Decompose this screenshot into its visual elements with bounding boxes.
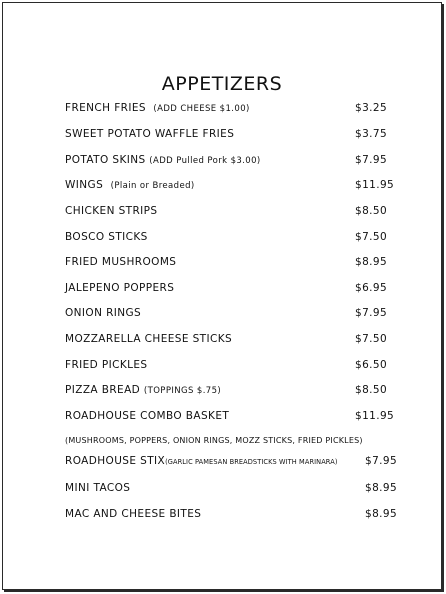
item-name: MAC AND CHEESE BITES	[65, 508, 202, 520]
menu-item	[65, 231, 405, 249]
item-name: POTATO SKINS	[65, 154, 146, 166]
item-price: $8.95	[365, 482, 398, 494]
item-price: $3.75	[355, 128, 388, 140]
menu-item	[65, 508, 405, 526]
item-price: $8.95	[355, 256, 388, 268]
menu-item	[65, 455, 435, 473]
menu-page	[2, 2, 442, 590]
item-price: $6.95	[355, 282, 388, 294]
item-price: $7.95	[355, 307, 388, 319]
menu-item	[65, 102, 405, 120]
item-note: (ADD Pulled Pork $3.00)	[149, 156, 261, 166]
item-price: $6.50	[355, 359, 388, 371]
item-name: FRIED MUSHROOMS	[65, 256, 177, 268]
item-name: WINGS	[65, 179, 104, 191]
item-name: SWEET POTATO WAFFLE FRIES	[65, 128, 235, 140]
menu-item	[65, 205, 405, 223]
menu-item	[65, 384, 405, 402]
menu-item	[65, 179, 405, 197]
item-price: $11.95	[355, 410, 395, 422]
item-name: ONION RINGS	[65, 307, 142, 319]
item-price: $11.95	[355, 179, 395, 191]
item-name: BOSCO STICKS	[65, 231, 148, 243]
menu-item	[65, 128, 405, 146]
menu-item	[65, 256, 405, 274]
menu-item	[65, 333, 405, 351]
menu-item	[65, 410, 405, 428]
item-note: (TOPPINGS $.75)	[143, 386, 222, 396]
item-name: FRIED PICKLES	[65, 359, 148, 371]
menu-item	[65, 282, 405, 300]
menu-item	[65, 307, 405, 325]
item-price: $7.95	[355, 154, 388, 166]
item-price: $8.50	[355, 205, 388, 217]
menu-title: APPETIZERS	[161, 73, 283, 95]
item-name: ROADHOUSE COMBO BASKET	[65, 410, 230, 422]
item-price: $7.50	[355, 333, 388, 345]
item-name: FRENCH FRIES	[65, 102, 146, 114]
item-name: ROADHOUSE STIX	[65, 455, 166, 467]
item-name: PIZZA BREAD	[65, 384, 141, 396]
item-note: (ADD CHEESE $1.00)	[153, 104, 250, 114]
item-name: MOZZARELLA CHEESE STICKS	[65, 333, 233, 345]
item-name: JALEPENO POPPERS	[65, 282, 175, 294]
item-note: (Plain or Breaded)	[110, 181, 195, 191]
item-note: (GARLIC PAMESAN BREADSTICKS WITH MARINARA)	[165, 458, 338, 466]
item-price: $7.50	[355, 231, 388, 243]
combo-note: (MUSHROOMS, POPPERS, ONION RINGS, MOZZ STICKS, FRIED PICKLES)	[65, 436, 363, 445]
item-name: MINI TACOS	[65, 482, 131, 494]
menu-item	[65, 482, 405, 500]
item-price: $8.95	[365, 508, 398, 520]
item-price: $8.50	[355, 384, 388, 396]
item-price: $7.95	[365, 455, 398, 467]
item-price: $3.25	[355, 102, 388, 114]
menu-item	[65, 154, 405, 172]
item-name: CHICKEN STRIPS	[65, 205, 158, 217]
menu-item	[65, 359, 405, 377]
